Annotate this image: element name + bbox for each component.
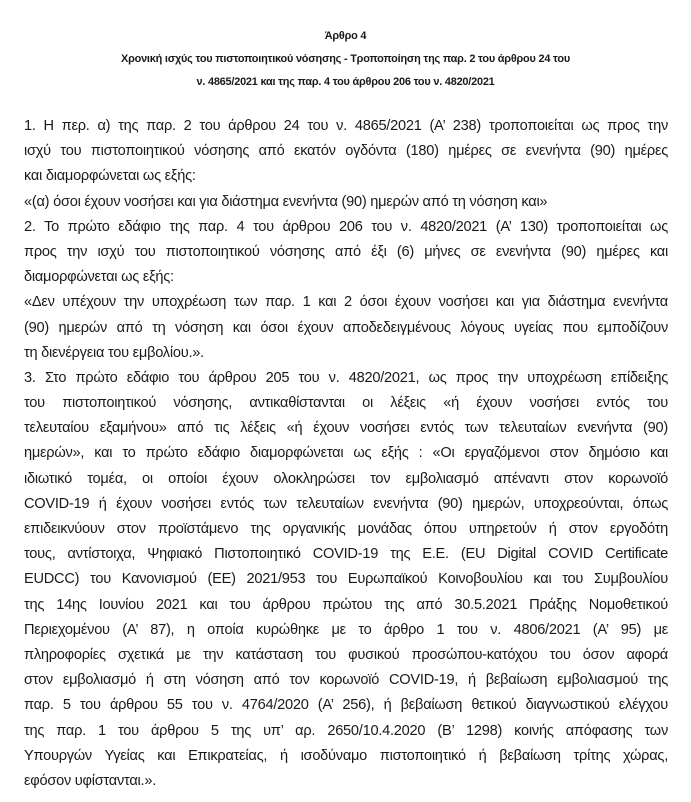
article-body: [24, 114, 668, 794]
body-text-line: COVID-19 ή έχουν νοσήσει εντός των τελευταίων ενενήντα (90) ημερών, υποχρεούνται, όπως: [24, 495, 668, 512]
body-text-line: εφόσον υφίστανται.».: [24, 772, 157, 789]
body-text-line: επιδεικνύουν στον προϊστάμενο της οργανικής μονάδας όπου υπηρετούν ή στον εργοδότη: [24, 521, 668, 537]
article-subtitle-line-2: ν. 4865/2021 και της παρ. 4 του άρθρου 206 του ν. 4820/2021: [196, 76, 495, 88]
body-text-line: EUDCC) του Κανονισμού (ΕΕ) 2021/953 του Ευρωπαϊκού Κοινοβουλίου και του Συμβουλίου: [24, 571, 668, 588]
body-text-line: διαμορφώνεται ως εξής:: [24, 269, 174, 286]
body-text-line: τη διενέργεια του εμβολίου.».: [24, 344, 204, 361]
body-text-line: ημερών», και το πρώτο εδάφιο διαμορφώνεται ως εξής : «Οι εργαζόμενοι στον δημόσιο και: [24, 445, 668, 462]
body-text-line: ισχύ του πιστοποιητικού νόσησης από εκατόν ογδόντα (180) ημέρες σε ενενήντα (90) ημέρες: [24, 143, 668, 160]
body-text-line: τελευταίου εξαμήνου» από τις λέξεις «ή έχουν νοσήσει εντός των τελευταίων ενενήντα (90): [24, 420, 668, 437]
body-text-line: 1. Η περ. α) της παρ. 2 του άρθρου 24 του ν. 4865/2021 (Α’ 238) τροποποιείται ως προς την: [24, 118, 668, 134]
body-text-line: Περιεχομένου (Α’ 87), η οποία κυρώθηκε με το άρθρο 1 του ν. 4806/2021 (Α’ 95) με: [24, 621, 668, 638]
article-subtitle-line-1: Χρονική ισχύς του πιστοποιητικού νόσησης - Τροποποίηση της παρ. 2 του άρθρου 24 του: [121, 53, 570, 65]
body-text-line: «Δεν υπέχουν την υποχρέωση των παρ. 1 και 2 όσοι έχουν νοσήσει και για διάστημα ενενήντα: [24, 294, 668, 311]
body-text-line: παρ. 5 του άρθρου 55 του ν. 4764/2020 (Α’ 256), ή βεβαίωση θετικού διαγνωστικού ελέγχου: [24, 697, 668, 714]
body-text-line: της 14ης Ιουνίου 2021 και του άρθρου πρώτου της από 30.5.2021 Πράξης Νομοθετικού: [24, 596, 668, 613]
body-text-line: τους, αντίστοιχα, Ψηφιακό Πιστοποιητικό COVID-19 της Ε.Ε. (EU Digital COVID Certificate: [24, 546, 668, 563]
body-text-line: στον εμβολιασμό ή στη νόσηση από τον κορωνοϊό COVID-19, ή βεβαίωση εμβολιασμού της: [24, 672, 668, 689]
body-text-line: πληροφορίες σχετικά με την κατάσταση του φυσικού προσώπου-κατόχου του όσον αφορά: [24, 646, 668, 663]
body-text-line: (90) ημερών από τη νόσηση και όσοι έχουν αποδεδειγμένους λόγους υγείας που εμποδίζουν: [24, 319, 668, 336]
body-text-line: 2. Το πρώτο εδάφιο της παρ. 4 του άρθρου 206 του ν. 4820/2021 (Α’ 130) τροποποιείται ως: [24, 218, 668, 235]
body-text-line: του πιστοποιητικού νόσησης, αντικαθίστανται οι λέξεις «ή έχουν νοσήσει εντός του: [24, 395, 668, 412]
body-text-line: της παρ. 1 του άρθρου 5 της υπ’ αρ. 2650/10.4.2020 (Β’ 1298) κοινής απόφασης των: [24, 722, 668, 739]
body-text-line: και διαμορφώνεται ως εξής:: [24, 168, 196, 185]
article-title: Άρθρο 4: [324, 30, 367, 42]
body-text-line: ιδιωτικό τομέα, οι οποίοι έχουν ολοκληρώσει τον εμβολιασμό απέναντι στον κορωνοϊό: [24, 470, 668, 487]
body-text-line: 3. Στο πρώτο εδάφιο του άρθρου 205 του ν. 4820/2021, ως προς την υποχρέωση επίδειξης: [24, 369, 668, 386]
body-text-line: προς την ισχύ του πιστοποιητικού νόσησης από έξι (6) μήνες σε ενενήντα (90) ημέρες και: [24, 243, 668, 260]
body-text-line: «(α) όσοι έχουν νοσήσει και για διάστημα ενενήντα (90) ημερών από τη νόσηση και»: [24, 193, 548, 210]
body-text-line: Υπουργών Υγείας και Επικρατείας, ή ισοδύναμο πιστοποιητικό ή βεβαίωση τρίτης χώρας,: [24, 747, 668, 764]
